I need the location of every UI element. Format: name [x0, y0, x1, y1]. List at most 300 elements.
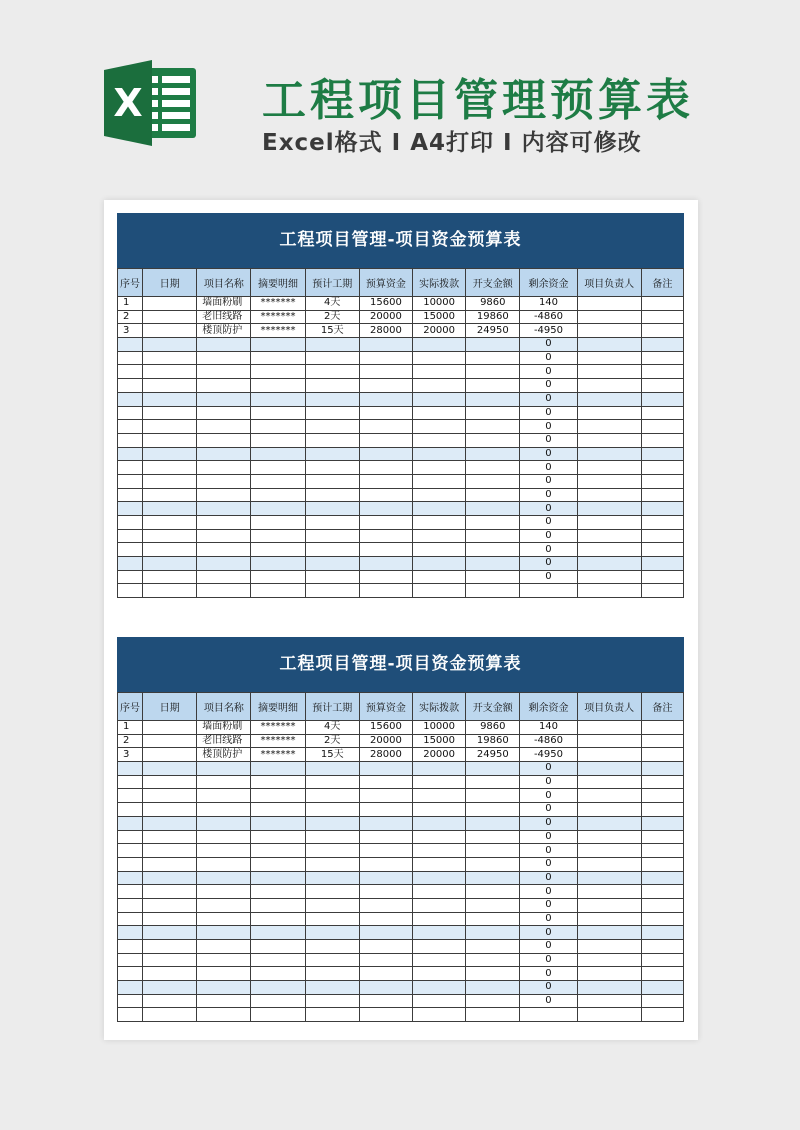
cell-date[interactable]	[143, 981, 197, 995]
column-header[interactable]: 摘要明细	[251, 269, 305, 297]
cell-expense[interactable]	[466, 488, 520, 502]
column-header[interactable]: 日期	[143, 693, 197, 721]
cell-summary[interactable]	[251, 844, 305, 858]
cell-expense[interactable]: 9860	[466, 297, 520, 311]
cell-actual[interactable]: 20000	[413, 324, 466, 338]
cell-date[interactable]	[143, 857, 197, 871]
cell-note[interactable]	[641, 392, 683, 406]
cell-actual[interactable]	[413, 351, 466, 365]
cell-period[interactable]	[305, 844, 359, 858]
cell-note[interactable]	[641, 734, 683, 748]
cell-actual[interactable]	[413, 762, 466, 776]
cell-remaining[interactable]: 0	[520, 406, 577, 420]
cell-summary[interactable]	[251, 420, 305, 434]
cell-remaining[interactable]: 0	[520, 502, 577, 516]
column-header[interactable]: 开支金额	[466, 269, 520, 297]
cell-expense[interactable]	[466, 529, 520, 543]
cell-period[interactable]	[305, 447, 359, 461]
cell-period[interactable]	[305, 406, 359, 420]
cell-remaining[interactable]: 0	[520, 474, 577, 488]
cell-summary[interactable]	[251, 871, 305, 885]
cell-actual[interactable]	[413, 981, 466, 995]
cell-actual[interactable]	[413, 433, 466, 447]
cell-manager[interactable]	[577, 502, 641, 516]
cell-period[interactable]	[305, 830, 359, 844]
cell-seq[interactable]	[118, 885, 143, 899]
cell-date[interactable]	[143, 351, 197, 365]
cell-note[interactable]	[641, 433, 683, 447]
cell-budget[interactable]	[359, 871, 412, 885]
cell-manager[interactable]	[577, 570, 641, 584]
cell-expense[interactable]	[466, 338, 520, 352]
cell-budget[interactable]	[359, 953, 412, 967]
cell-budget[interactable]	[359, 379, 412, 393]
cell-name[interactable]	[197, 351, 251, 365]
cell-period[interactable]	[305, 762, 359, 776]
cell-actual[interactable]	[413, 406, 466, 420]
cell-date[interactable]	[143, 557, 197, 571]
cell-name[interactable]	[197, 762, 251, 776]
cell-manager[interactable]	[577, 857, 641, 871]
cell-budget[interactable]: 28000	[359, 324, 412, 338]
cell-note[interactable]	[641, 474, 683, 488]
cell-seq[interactable]	[118, 433, 143, 447]
cell-actual[interactable]	[413, 584, 466, 598]
cell-name[interactable]	[197, 926, 251, 940]
cell-expense[interactable]	[466, 570, 520, 584]
cell-summary[interactable]	[251, 392, 305, 406]
cell-manager[interactable]	[577, 789, 641, 803]
cell-period[interactable]	[305, 926, 359, 940]
cell-budget[interactable]	[359, 885, 412, 899]
cell-date[interactable]	[143, 570, 197, 584]
cell-manager[interactable]	[577, 967, 641, 981]
cell-name[interactable]	[197, 488, 251, 502]
cell-budget[interactable]	[359, 516, 412, 530]
cell-manager[interactable]	[577, 351, 641, 365]
cell-expense[interactable]	[466, 543, 520, 557]
cell-actual[interactable]	[413, 420, 466, 434]
cell-period[interactable]: 4天	[305, 721, 359, 735]
cell-period[interactable]: 15天	[305, 748, 359, 762]
cell-actual[interactable]	[413, 844, 466, 858]
cell-remaining[interactable]: 0	[520, 529, 577, 543]
cell-expense[interactable]	[466, 379, 520, 393]
cell-expense[interactable]	[466, 392, 520, 406]
cell-budget[interactable]	[359, 967, 412, 981]
cell-summary[interactable]	[251, 433, 305, 447]
cell-expense[interactable]	[466, 898, 520, 912]
cell-expense[interactable]	[466, 857, 520, 871]
column-header[interactable]: 备注	[641, 269, 683, 297]
cell-manager[interactable]	[577, 557, 641, 571]
column-header[interactable]: 备注	[641, 693, 683, 721]
cell-actual[interactable]	[413, 775, 466, 789]
cell-remaining[interactable]: 0	[520, 803, 577, 817]
cell-date[interactable]	[143, 885, 197, 899]
cell-name[interactable]	[197, 885, 251, 899]
cell-seq[interactable]	[118, 871, 143, 885]
cell-period[interactable]: 2天	[305, 310, 359, 324]
cell-manager[interactable]	[577, 721, 641, 735]
cell-note[interactable]	[641, 994, 683, 1008]
cell-period[interactable]	[305, 392, 359, 406]
cell-actual[interactable]	[413, 447, 466, 461]
cell-date[interactable]	[143, 734, 197, 748]
cell-note[interactable]	[641, 584, 683, 598]
cell-budget[interactable]	[359, 447, 412, 461]
cell-date[interactable]	[143, 748, 197, 762]
cell-actual[interactable]	[413, 857, 466, 871]
cell-note[interactable]	[641, 762, 683, 776]
cell-name[interactable]	[197, 898, 251, 912]
cell-seq[interactable]	[118, 981, 143, 995]
cell-name[interactable]	[197, 433, 251, 447]
cell-actual[interactable]	[413, 461, 466, 475]
cell-note[interactable]	[641, 557, 683, 571]
cell-period[interactable]	[305, 516, 359, 530]
cell-date[interactable]	[143, 420, 197, 434]
cell-actual[interactable]: 15000	[413, 310, 466, 324]
cell-date[interactable]	[143, 994, 197, 1008]
cell-note[interactable]	[641, 351, 683, 365]
cell-note[interactable]	[641, 570, 683, 584]
cell-manager[interactable]	[577, 994, 641, 1008]
cell-manager[interactable]	[577, 365, 641, 379]
column-header[interactable]: 预算资金	[359, 693, 412, 721]
cell-name[interactable]	[197, 912, 251, 926]
cell-manager[interactable]	[577, 926, 641, 940]
cell-manager[interactable]	[577, 488, 641, 502]
cell-seq[interactable]	[118, 570, 143, 584]
cell-name[interactable]	[197, 543, 251, 557]
cell-expense[interactable]	[466, 474, 520, 488]
cell-summary[interactable]	[251, 830, 305, 844]
cell-name[interactable]	[197, 406, 251, 420]
cell-actual[interactable]	[413, 803, 466, 817]
cell-name[interactable]	[197, 1008, 251, 1022]
cell-summary[interactable]	[251, 1008, 305, 1022]
cell-date[interactable]	[143, 762, 197, 776]
cell-period[interactable]	[305, 502, 359, 516]
cell-budget[interactable]	[359, 570, 412, 584]
cell-remaining[interactable]: 0	[520, 775, 577, 789]
cell-remaining[interactable]: 0	[520, 857, 577, 871]
cell-period[interactable]	[305, 981, 359, 995]
cell-manager[interactable]	[577, 898, 641, 912]
cell-date[interactable]	[143, 502, 197, 516]
cell-expense[interactable]: 24950	[466, 748, 520, 762]
cell-note[interactable]	[641, 543, 683, 557]
cell-expense[interactable]	[466, 516, 520, 530]
cell-seq[interactable]	[118, 420, 143, 434]
cell-manager[interactable]	[577, 420, 641, 434]
cell-date[interactable]	[143, 379, 197, 393]
cell-seq[interactable]	[118, 844, 143, 858]
cell-period[interactable]	[305, 775, 359, 789]
cell-actual[interactable]	[413, 816, 466, 830]
cell-seq[interactable]	[118, 406, 143, 420]
cell-expense[interactable]	[466, 912, 520, 926]
cell-seq[interactable]	[118, 516, 143, 530]
cell-manager[interactable]	[577, 940, 641, 954]
cell-date[interactable]	[143, 406, 197, 420]
cell-manager[interactable]	[577, 474, 641, 488]
cell-note[interactable]	[641, 816, 683, 830]
cell-expense[interactable]	[466, 816, 520, 830]
cell-remaining[interactable]: 0	[520, 940, 577, 954]
cell-manager[interactable]	[577, 1008, 641, 1022]
cell-seq[interactable]	[118, 529, 143, 543]
cell-expense[interactable]	[466, 940, 520, 954]
cell-note[interactable]	[641, 324, 683, 338]
cell-period[interactable]	[305, 940, 359, 954]
cell-budget[interactable]	[359, 338, 412, 352]
cell-manager[interactable]	[577, 297, 641, 311]
cell-budget[interactable]	[359, 803, 412, 817]
cell-budget[interactable]	[359, 584, 412, 598]
cell-name[interactable]	[197, 365, 251, 379]
cell-note[interactable]	[641, 885, 683, 899]
cell-budget[interactable]	[359, 420, 412, 434]
cell-budget[interactable]	[359, 557, 412, 571]
cell-seq[interactable]: 1	[118, 721, 143, 735]
cell-summary[interactable]	[251, 516, 305, 530]
cell-budget[interactable]	[359, 926, 412, 940]
cell-budget[interactable]	[359, 912, 412, 926]
cell-budget[interactable]	[359, 406, 412, 420]
cell-budget[interactable]	[359, 844, 412, 858]
cell-remaining[interactable]	[520, 584, 577, 598]
cell-period[interactable]	[305, 953, 359, 967]
cell-budget[interactable]	[359, 365, 412, 379]
cell-period[interactable]: 2天	[305, 734, 359, 748]
cell-budget[interactable]	[359, 351, 412, 365]
cell-note[interactable]	[641, 898, 683, 912]
cell-budget[interactable]: 28000	[359, 748, 412, 762]
cell-summary[interactable]	[251, 816, 305, 830]
cell-remaining[interactable]: 140	[520, 297, 577, 311]
cell-note[interactable]	[641, 379, 683, 393]
cell-date[interactable]	[143, 365, 197, 379]
cell-remaining[interactable]: 0	[520, 433, 577, 447]
cell-summary[interactable]	[251, 981, 305, 995]
cell-period[interactable]	[305, 789, 359, 803]
cell-summary[interactable]	[251, 488, 305, 502]
cell-expense[interactable]	[466, 351, 520, 365]
cell-seq[interactable]	[118, 912, 143, 926]
cell-expense[interactable]: 24950	[466, 324, 520, 338]
cell-name[interactable]	[197, 994, 251, 1008]
cell-date[interactable]	[143, 830, 197, 844]
cell-actual[interactable]	[413, 1008, 466, 1022]
cell-note[interactable]	[641, 912, 683, 926]
cell-note[interactable]	[641, 803, 683, 817]
cell-summary[interactable]	[251, 351, 305, 365]
column-header[interactable]: 项目负责人	[577, 269, 641, 297]
cell-remaining[interactable]: 0	[520, 351, 577, 365]
cell-expense[interactable]	[466, 885, 520, 899]
column-header[interactable]: 预计工期	[305, 269, 359, 297]
cell-seq[interactable]: 3	[118, 324, 143, 338]
cell-manager[interactable]	[577, 529, 641, 543]
cell-remaining[interactable]: 0	[520, 365, 577, 379]
cell-name[interactable]	[197, 502, 251, 516]
cell-manager[interactable]	[577, 912, 641, 926]
cell-note[interactable]	[641, 447, 683, 461]
cell-expense[interactable]	[466, 447, 520, 461]
cell-actual[interactable]	[413, 789, 466, 803]
cell-budget[interactable]	[359, 474, 412, 488]
cell-summary[interactable]	[251, 365, 305, 379]
cell-budget[interactable]	[359, 461, 412, 475]
cell-note[interactable]	[641, 844, 683, 858]
cell-note[interactable]	[641, 297, 683, 311]
cell-remaining[interactable]: 0	[520, 871, 577, 885]
cell-manager[interactable]	[577, 379, 641, 393]
cell-manager[interactable]	[577, 803, 641, 817]
cell-name[interactable]	[197, 557, 251, 571]
cell-expense[interactable]	[466, 953, 520, 967]
column-header[interactable]: 项目负责人	[577, 693, 641, 721]
cell-name[interactable]	[197, 830, 251, 844]
cell-actual[interactable]: 10000	[413, 721, 466, 735]
cell-actual[interactable]	[413, 557, 466, 571]
cell-period[interactable]: 15天	[305, 324, 359, 338]
cell-expense[interactable]	[466, 365, 520, 379]
cell-budget[interactable]: 15600	[359, 297, 412, 311]
cell-name[interactable]	[197, 392, 251, 406]
cell-expense[interactable]	[466, 844, 520, 858]
cell-manager[interactable]	[577, 433, 641, 447]
cell-remaining[interactable]: 0	[520, 967, 577, 981]
cell-budget[interactable]	[359, 775, 412, 789]
cell-date[interactable]	[143, 721, 197, 735]
cell-period[interactable]	[305, 584, 359, 598]
cell-note[interactable]	[641, 967, 683, 981]
cell-period[interactable]	[305, 816, 359, 830]
cell-seq[interactable]	[118, 816, 143, 830]
cell-note[interactable]	[641, 365, 683, 379]
cell-actual[interactable]	[413, 994, 466, 1008]
cell-name[interactable]	[197, 967, 251, 981]
cell-summary[interactable]: *******	[251, 748, 305, 762]
cell-name[interactable]	[197, 775, 251, 789]
cell-budget[interactable]: 15600	[359, 721, 412, 735]
cell-date[interactable]	[143, 816, 197, 830]
cell-period[interactable]	[305, 570, 359, 584]
cell-manager[interactable]	[577, 981, 641, 995]
cell-note[interactable]	[641, 775, 683, 789]
cell-note[interactable]	[641, 420, 683, 434]
cell-period[interactable]	[305, 529, 359, 543]
cell-remaining[interactable]: 0	[520, 926, 577, 940]
cell-period[interactable]	[305, 543, 359, 557]
cell-seq[interactable]	[118, 488, 143, 502]
cell-actual[interactable]	[413, 953, 466, 967]
cell-remaining[interactable]: 0	[520, 338, 577, 352]
cell-expense[interactable]	[466, 433, 520, 447]
cell-seq[interactable]: 1	[118, 297, 143, 311]
cell-remaining[interactable]: 0	[520, 789, 577, 803]
cell-actual[interactable]	[413, 570, 466, 584]
cell-period[interactable]	[305, 885, 359, 899]
cell-seq[interactable]	[118, 474, 143, 488]
cell-seq[interactable]	[118, 1008, 143, 1022]
cell-seq[interactable]	[118, 994, 143, 1008]
cell-actual[interactable]	[413, 967, 466, 981]
cell-seq[interactable]: 3	[118, 748, 143, 762]
cell-seq[interactable]	[118, 775, 143, 789]
cell-period[interactable]	[305, 488, 359, 502]
cell-period[interactable]	[305, 857, 359, 871]
cell-seq[interactable]	[118, 857, 143, 871]
cell-manager[interactable]	[577, 447, 641, 461]
cell-seq[interactable]	[118, 338, 143, 352]
cell-note[interactable]	[641, 926, 683, 940]
cell-summary[interactable]	[251, 543, 305, 557]
cell-manager[interactable]	[577, 871, 641, 885]
cell-summary[interactable]	[251, 912, 305, 926]
cell-remaining[interactable]: 0	[520, 420, 577, 434]
cell-expense[interactable]	[466, 1008, 520, 1022]
cell-manager[interactable]	[577, 953, 641, 967]
cell-summary[interactable]: *******	[251, 297, 305, 311]
cell-budget[interactable]	[359, 392, 412, 406]
cell-budget[interactable]	[359, 857, 412, 871]
cell-seq[interactable]	[118, 461, 143, 475]
cell-budget[interactable]: 20000	[359, 734, 412, 748]
cell-name[interactable]	[197, 447, 251, 461]
cell-remaining[interactable]: 0	[520, 830, 577, 844]
cell-name[interactable]: 楼顶防护	[197, 324, 251, 338]
cell-date[interactable]	[143, 474, 197, 488]
cell-seq[interactable]	[118, 926, 143, 940]
cell-date[interactable]	[143, 584, 197, 598]
cell-budget[interactable]	[359, 502, 412, 516]
cell-summary[interactable]	[251, 762, 305, 776]
cell-expense[interactable]	[466, 502, 520, 516]
cell-date[interactable]	[143, 898, 197, 912]
cell-seq[interactable]	[118, 967, 143, 981]
cell-manager[interactable]	[577, 324, 641, 338]
cell-period[interactable]	[305, 365, 359, 379]
cell-period[interactable]	[305, 420, 359, 434]
cell-period[interactable]	[305, 871, 359, 885]
cell-name[interactable]	[197, 789, 251, 803]
cell-manager[interactable]	[577, 885, 641, 899]
column-header[interactable]: 预算资金	[359, 269, 412, 297]
cell-note[interactable]	[641, 871, 683, 885]
cell-seq[interactable]	[118, 447, 143, 461]
cell-summary[interactable]	[251, 461, 305, 475]
cell-period[interactable]	[305, 1008, 359, 1022]
cell-remaining[interactable]: 0	[520, 570, 577, 584]
cell-actual[interactable]	[413, 502, 466, 516]
cell-period[interactable]	[305, 461, 359, 475]
cell-date[interactable]	[143, 392, 197, 406]
cell-period[interactable]	[305, 994, 359, 1008]
cell-summary[interactable]	[251, 502, 305, 516]
cell-summary[interactable]	[251, 474, 305, 488]
cell-actual[interactable]	[413, 474, 466, 488]
column-header[interactable]: 预计工期	[305, 693, 359, 721]
cell-remaining[interactable]: 0	[520, 557, 577, 571]
cell-manager[interactable]	[577, 844, 641, 858]
cell-expense[interactable]: 19860	[466, 734, 520, 748]
cell-date[interactable]	[143, 789, 197, 803]
cell-summary[interactable]: *******	[251, 734, 305, 748]
